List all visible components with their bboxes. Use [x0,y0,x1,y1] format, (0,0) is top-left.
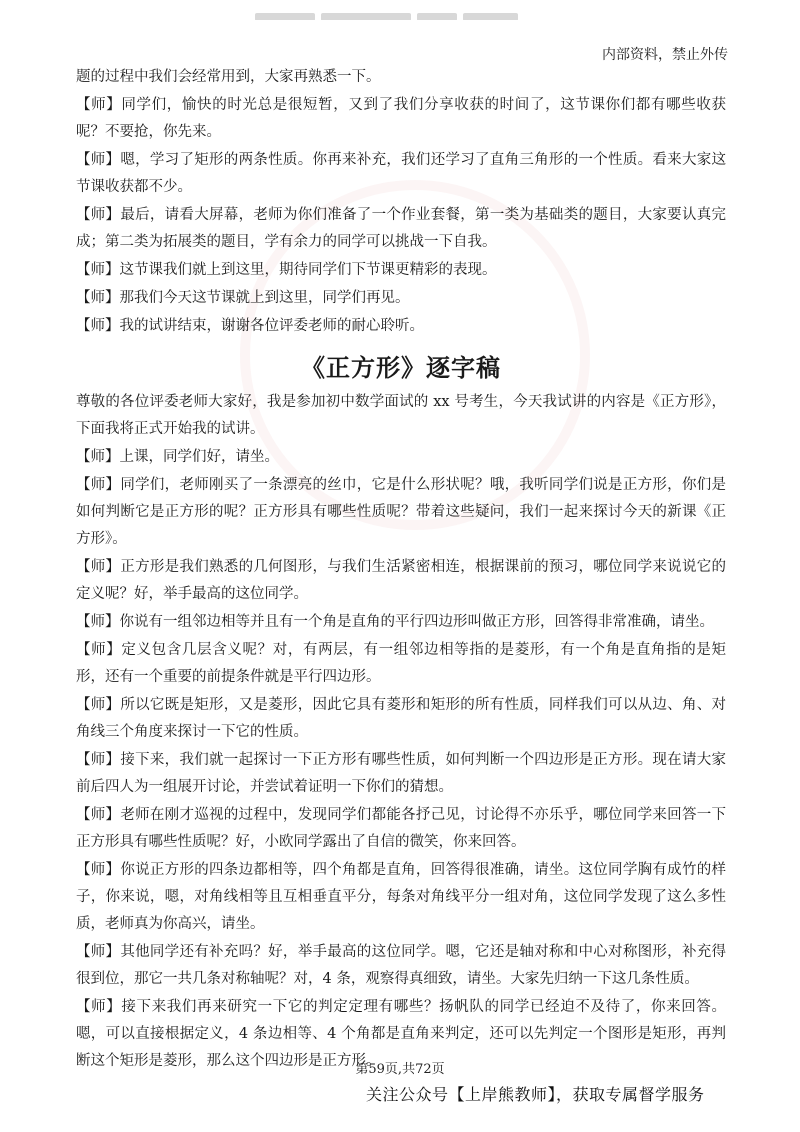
paragraph-text: 接下来我们再来研究一下它的判定定理有哪些？扬帆队的同学已经迫不及待了，你来回答。嗯，可以直接根据定义，4 条边相等、4 个角都是直角来判定，还可以先判定一个图形是矩形，再判断这个矩形是菱形，那么这个四边形是正方形。 [76,999,727,1069]
paragraph-text: 题的过程中我们会经常用到，大家再熟悉一下。 [76,69,381,85]
paragraph-text: 正方形是我们熟悉的几何图形，与我们生活紧密相连，根据课前的预习，哪位同学来说说它的定义呢？好，举手最高的这位同学。 [76,559,727,602]
speaker-tag: 【师】 [76,999,122,1015]
paragraph-text: 你说有一组邻边相等并且有一个角是直角的平行四边形叫做正方形，回答得非常准确，请坐。 [119,614,714,630]
paragraph [76,857,726,938]
paragraph-text: 尊敬的各位评委老师大家好，我是参加初中数学面试的 xx 号考生，今天我试讲的内容是《正方形》，下面我将正式开始我的试讲。 [76,394,726,437]
paragraph-text: 最后，请看大屏幕，老师为你们准备了一个作业套餐，第一类为基础类的题目，大家要认真完成；第二类为拓展类的题目，学有余力的同学可以挑战一下自我。 [76,207,727,250]
paragraph-text: 老师在刚才巡视的过程中，发现同学们都能各抒己见，讨论得不亦乐乎，哪位同学来回答一下正方形具有哪些性质呢？好，小欧同学露出了自信的微笑，你来回答。 [76,807,727,850]
footer-promo: 关注公众号【上岸熊教师】，获取专属督学服务 [366,1085,705,1104]
speaker-tag: 【师】 [76,152,121,168]
paragraph [76,92,726,146]
paragraph [76,64,726,91]
speaker-tag: 【师】 [76,614,120,630]
speaker-tag: 【师】 [76,290,120,306]
paragraph [76,692,726,746]
paragraph [76,637,726,691]
paragraph-text: 其他同学还有补充吗？好，举手最高的这位同学。嗯，它还是轴对称和中心对称图形，补充得很到位，那它一共几条对称轴呢？对，4 条，观察得真细致，请坐。大家先归纳一下这几条性质。 [76,944,727,987]
speaker-tag: 【师】 [76,449,120,465]
paragraph-text: 所以它既是矩形，又是菱形，因此它具有菱形和矩形的所有性质，同样我们可以从边、角、对角线三个角度来探讨一下它的性质。 [76,697,727,740]
document-title: 《正方形》逐字稿 [301,354,501,382]
paragraph [76,147,726,201]
paragraph-text: 定义包含几层含义呢？对，有两层，有一组邻边相等指的是菱形，有一个角是直角指的是矩形，还有一个重要的前提条件就是平行四边形。 [76,642,727,685]
paragraph [76,202,726,256]
confidential-note: 内部资料，禁止外传 [602,47,728,63]
paragraph-text: 同学们，老师刚买了一条漂亮的丝巾，它是什么形状呢？哦，我听同学们说是正方形，你们是如何判断它是正方形的呢？正方形具有哪些性质呢？带着这些疑问，我们一起来探讨今天的新课《正方形》。 [76,477,727,547]
paragraph [76,285,726,312]
cropped-header-fragment [255,6,540,20]
paragraph-text: 嗯，学习了矩形的两条性质。你再来补充，我们还学习了直角三角形的一个性质。看来大家这节课收获都不少。 [76,152,727,195]
document-body [76,64,726,1076]
speaker-tag: 【师】 [76,477,121,493]
paragraph [76,444,726,471]
paragraph [76,257,726,284]
paragraph [76,313,726,340]
paragraph-text: 接下来，我们就一起探讨一下正方形有哪些性质，如何判断一个四边形是正方形。现在请大家前后四人为一组展开讨论，并尝试着证明一下你们的猜想。 [76,752,727,795]
speaker-tag: 【师】 [76,697,121,713]
speaker-tag: 【师】 [76,944,121,960]
paragraph-text: 你说正方形的四条边都相等，四个角都是直角，回答得很准确，请坐。这位同学胸有成竹的样子，你来说，嗯，对角线相等且互相垂直平分，每条对角线平分一组对角，这位同学发现了这么多性质，老师真为你高兴，请坐。 [76,862,727,932]
section-previous-lesson [76,64,726,340]
paragraph-text: 上课，同学们好，请坐。 [119,449,279,465]
speaker-tag: 【师】 [76,207,121,223]
paragraph [76,747,726,801]
page-number: 第59页,共72页 [355,1062,445,1077]
paragraph-text: 这节课我们就上到这里，期待同学们下节课更精彩的表现。 [119,262,497,278]
paragraph [76,472,726,553]
paragraph-text: 那我们今天这节课就上到这里，同学们再见。 [119,290,410,306]
paragraph-text: 同学们，愉快的时光总是很短暂，又到了我们分享收获的时间了，这节课你们都有哪些收获呢？不要抢，你先来。 [76,97,727,140]
speaker-tag: 【师】 [76,807,121,823]
speaker-tag: 【师】 [76,752,121,768]
speaker-tag: 【师】 [76,642,122,658]
speaker-tag: 【师】 [76,97,122,113]
paragraph [76,554,726,608]
paragraph [76,609,726,636]
speaker-tag: 【师】 [76,559,121,575]
paragraph [76,389,726,443]
paragraph-text: 我的试讲结束，谢谢各位评委老师的耐心聆听。 [119,318,424,334]
speaker-tag: 【师】 [76,262,120,278]
speaker-tag: 【师】 [76,318,120,334]
section-square-lesson [76,389,726,1075]
speaker-tag: 【师】 [76,862,121,878]
paragraph [76,939,726,993]
paragraph [76,802,726,856]
